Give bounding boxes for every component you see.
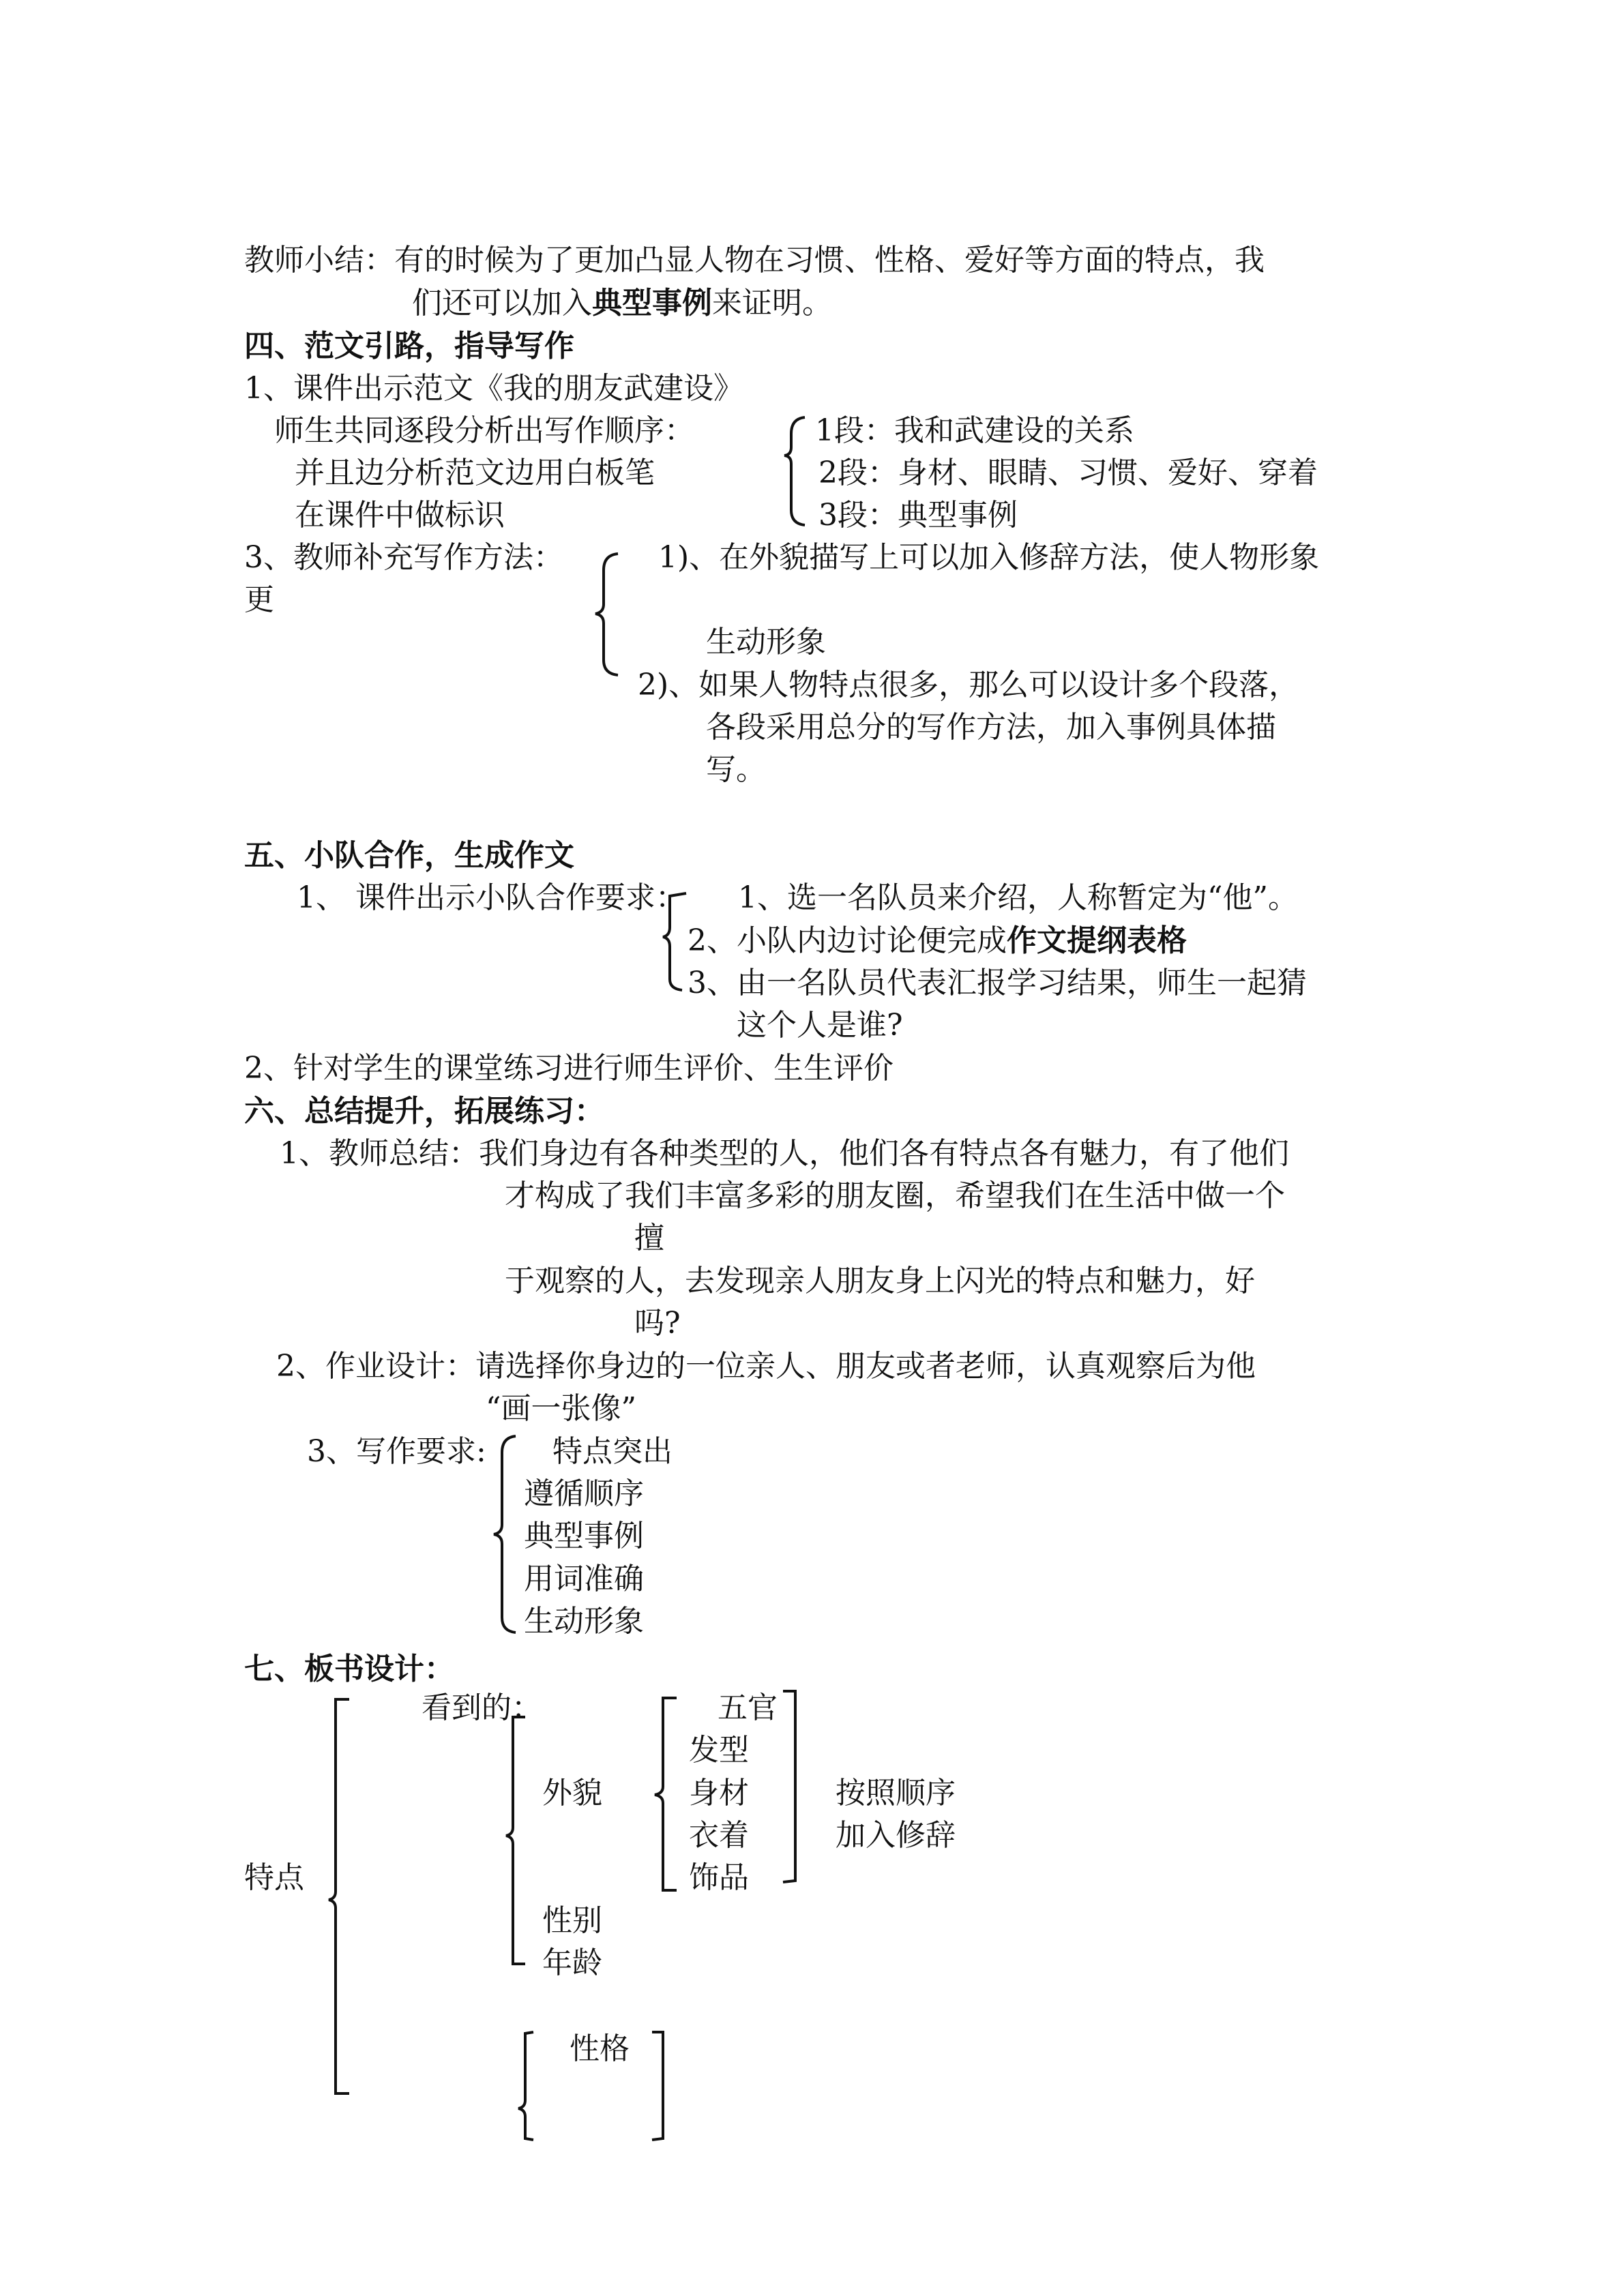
board-note-2: 加入修辞 (836, 1818, 956, 1853)
s5-req-2-text: 2、小队内边讨论便完成 (688, 923, 1007, 958)
board-feature: 发型 (689, 1733, 749, 1768)
summary-text-post: 来证明。 (712, 286, 832, 320)
s5-item-2: 2、针对学生的课堂练习进行师生评价、生生评价 (244, 1051, 894, 1086)
req-item: 典型事例 (524, 1519, 644, 1553)
s4-method-2b: 各段采用总分的写作方法，加入事例具体描 (706, 710, 1276, 745)
s6-item-2a: 2、作业设计：请选择你身边的一位亲人、朋友或者老师，认真观察后为他 (276, 1349, 1256, 1384)
s4-method-1b: 生动形象 (706, 625, 826, 659)
s4-left-3: 在课件中做标识 (295, 498, 505, 533)
board-feature: 五官 (718, 1690, 778, 1725)
section-4-heading: 四、范文引路，指导写作 (244, 329, 574, 363)
req-item: 特点突出 (552, 1434, 673, 1469)
bracket-character-right (652, 2032, 663, 2140)
s4-method-2a: 2)、如果人物特点很多，那么可以设计多个段落， (638, 668, 1299, 702)
brace-methods (595, 554, 618, 675)
board-seen: 看到的： (422, 1690, 542, 1725)
summary-text-pre: 们还可以加入 (412, 286, 592, 320)
s5-req-1: 1、选一名队员来介绍，人称暂定为“他”。 (738, 880, 1298, 915)
bracket-root (329, 1699, 349, 2093)
s4-method-1-wrap: 更 (244, 582, 274, 617)
s6-item-2b: “画一张像” (486, 1391, 636, 1426)
brace-paragraphs (784, 417, 805, 525)
summary-line-1 (244, 240, 1265, 281)
req-item: 用词准确 (524, 1562, 644, 1596)
s4-method-2c: 写。 (706, 752, 766, 787)
summary-label: 教师小结： (244, 243, 394, 278)
board-note-1: 按照顺序 (836, 1776, 956, 1810)
typical-example-bold: 典型事例 (592, 286, 712, 320)
section-7-heading: 七、板书设计： (244, 1652, 454, 1686)
bracket-features-left (655, 1698, 677, 1890)
section-6-heading: 六、总结提升，拓展练习： (244, 1094, 604, 1129)
summary-text: 有的时候为了更加凸显人物在习惯、性格、爱好等方面的特点，我 (394, 243, 1265, 278)
board-character: 性格 (570, 2031, 630, 2066)
s6-item-3: 3、写作要求: (307, 1434, 486, 1469)
s4-item-1: 1、课件出示范文《我的朋友武建设》 (244, 371, 743, 406)
board-root: 特点 (244, 1860, 304, 1895)
req-item: 生动形象 (524, 1604, 644, 1639)
board-gender: 性别 (542, 1903, 602, 1938)
board-feature: 饰品 (689, 1860, 749, 1895)
summary-line-2 (412, 283, 832, 324)
board-feature: 身材 (689, 1776, 749, 1810)
s4-left-1: 师生共同逐段分析出写作顺序： (274, 413, 694, 448)
section-5-heading: 五、小队合作，生成作文 (244, 838, 574, 873)
bracket-character-left (518, 2032, 533, 2140)
board-feature: 衣着 (689, 1818, 749, 1853)
brace-writing-requirements (494, 1436, 516, 1632)
s4-para-3: 3段：典型事例 (818, 498, 1018, 533)
board-appearance: 外貌 (542, 1776, 602, 1810)
board-age: 年龄 (542, 1945, 602, 1980)
s5-req-3b: 这个人是谁? (737, 1008, 903, 1043)
s6-item-1c: 擅 (634, 1221, 664, 1255)
bracket-seen (506, 1717, 525, 1964)
bracket-features-right (783, 1691, 795, 1882)
s6-item-1d: 于观察的人，去发现亲人朋友身上闪光的特点和魅力，好 (505, 1264, 1255, 1298)
s6-item-1a: 1、教师总结：我们身边有各种类型的人，他们各有特点各有魅力，有了他们 (280, 1136, 1289, 1171)
outline-table-bold: 作文提纲表格 (1007, 923, 1187, 958)
s4-left-2: 并且边分析范文边用白板笔 (295, 456, 655, 490)
s4-item-3: 3、教师补充写作方法： (244, 540, 563, 575)
s5-item-1: 1、 课件出示小队合作要求： (297, 880, 685, 915)
s5-req-3a: 3、由一名队员代表汇报学习结果，师生一起猜 (688, 966, 1307, 1000)
s6-item-1b: 才构成了我们丰富多彩的朋友圈，希望我们在生活中做一个 (505, 1178, 1285, 1213)
s6-item-1e: 吗? (634, 1306, 681, 1341)
s4-para-1: 1段：我和武建设的关系 (815, 413, 1134, 448)
req-item: 遵循顺序 (524, 1476, 644, 1511)
s4-method-1a: 1)、在外貌描写上可以加入修辞方法，使人物形象 (658, 540, 1320, 575)
s5-req-2 (688, 921, 1187, 961)
s4-para-2: 2段：身材、眼睛、习惯、爱好、穿着 (818, 456, 1318, 490)
